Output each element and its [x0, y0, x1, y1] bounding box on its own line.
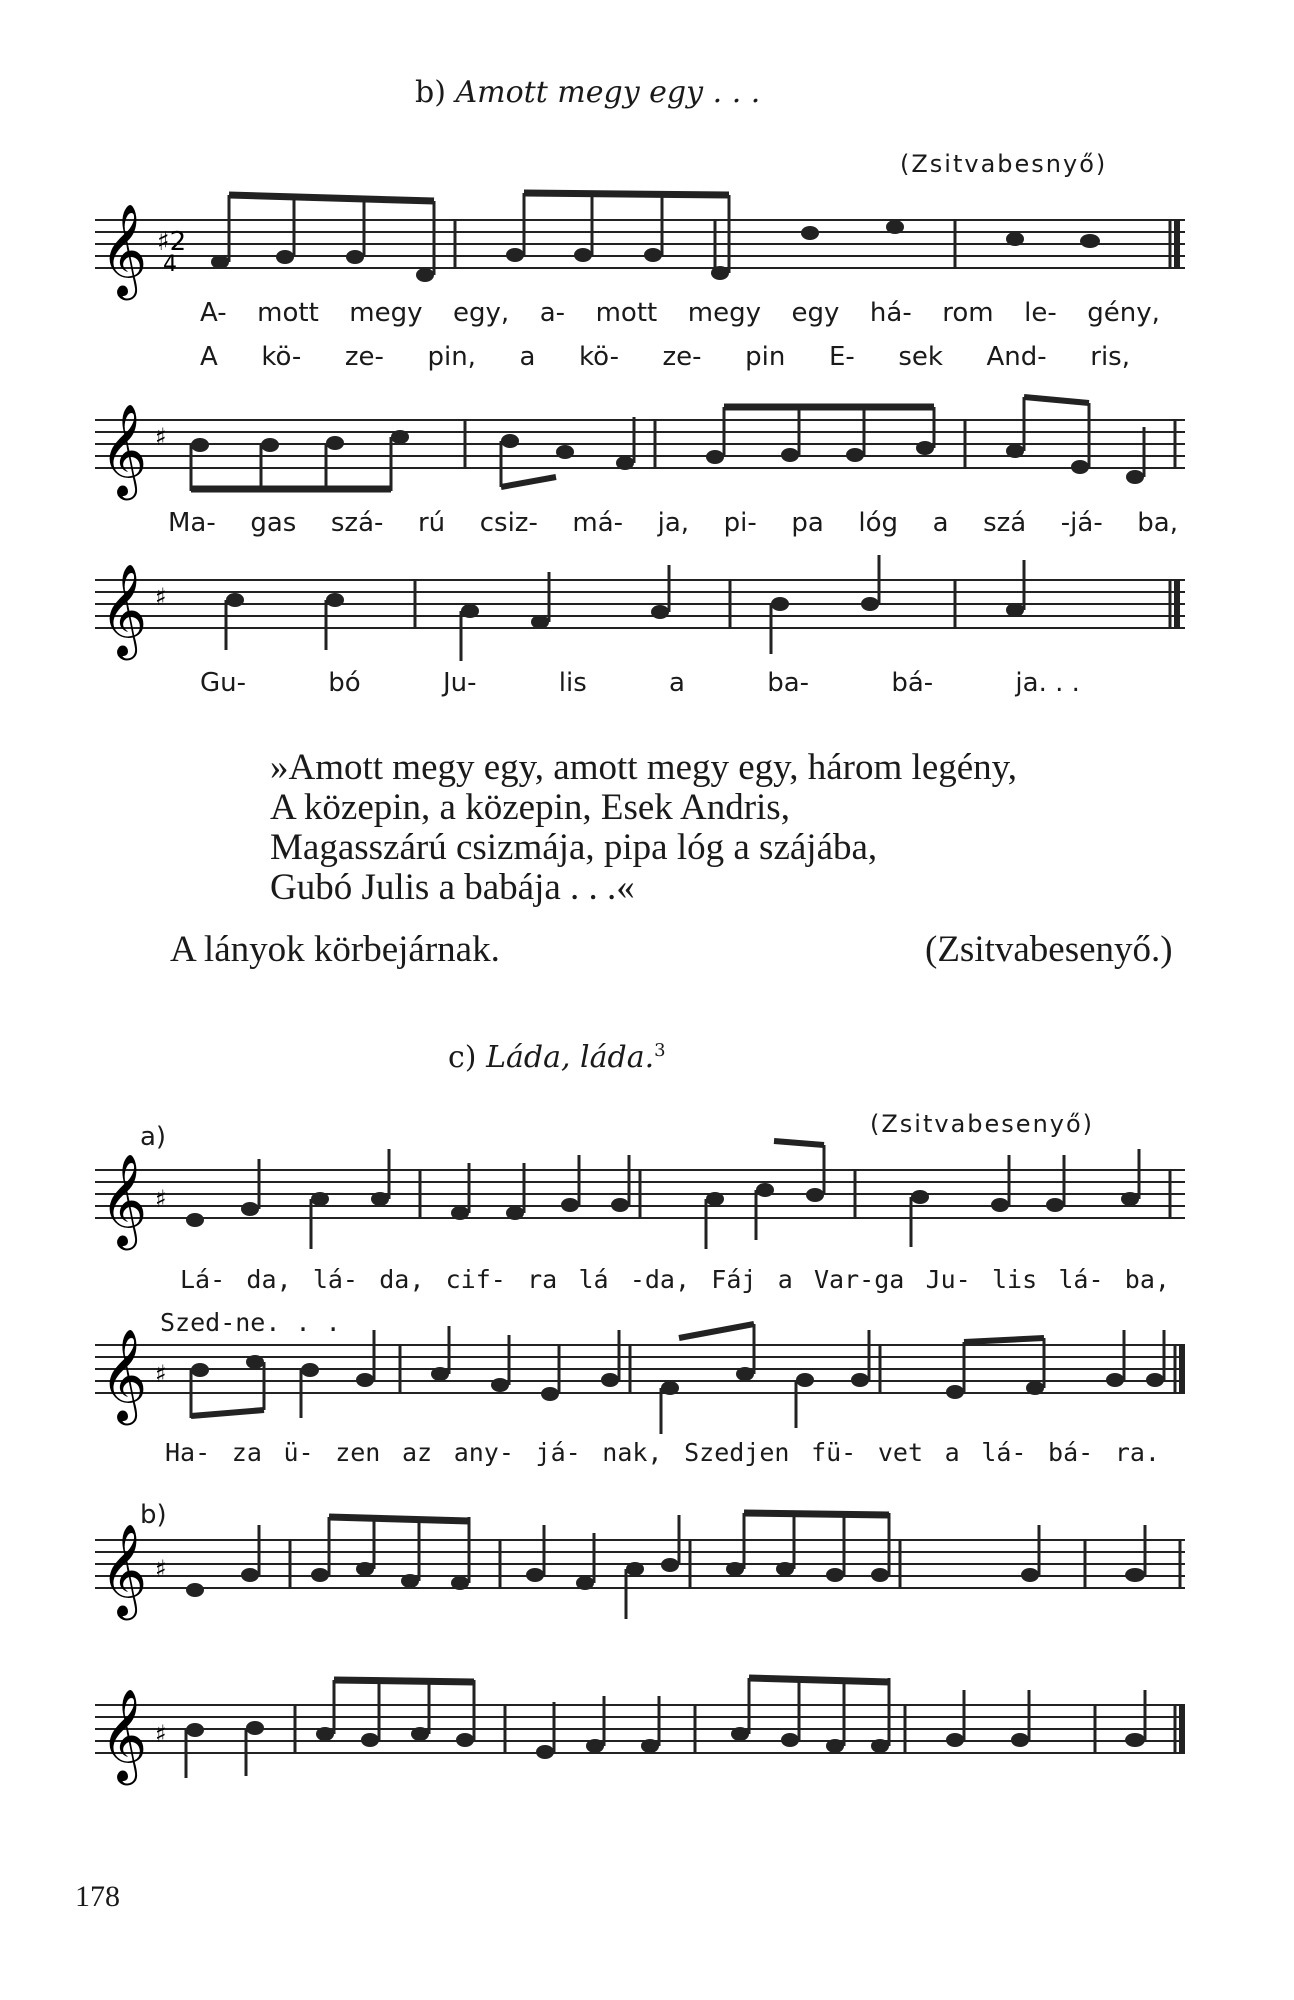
lyric-syllable: pin,	[427, 342, 476, 372]
lyric-syllable: a	[777, 1265, 793, 1294]
lyric-syllable: az	[401, 1438, 433, 1467]
lyric-syllable: bó	[328, 668, 361, 698]
lyric-syllable: lá	[578, 1265, 609, 1294]
lyric-syllable: Fáj	[711, 1265, 757, 1294]
lyrics-b-line2	[168, 508, 1178, 538]
lyric-syllable: Szedjen	[684, 1438, 790, 1467]
lyric-syllable: ja,	[657, 508, 690, 538]
lyric-syllable: szá-	[330, 508, 384, 538]
treble-clef-icon: 𝄞	[100, 1153, 148, 1246]
stage-note-source: (Zsitvabesenyő.)	[925, 929, 1173, 970]
section-c-source: (Zsitvabesenyő)	[870, 1110, 1095, 1138]
lyric-syllable: lá-	[312, 1265, 358, 1294]
lyric-syllable: zen	[335, 1438, 381, 1467]
lyric-syllable: Ju-	[442, 668, 477, 698]
treble-clef-icon: 𝄞	[100, 1688, 148, 1781]
lyric-syllable: ra	[527, 1265, 558, 1294]
lyric-syllable: And-	[986, 342, 1047, 372]
lyric-syllable: da,	[379, 1265, 425, 1294]
lyric-syllable: a	[944, 1438, 960, 1467]
music-staff-b2	[95, 405, 1185, 495]
section-c-title: Láda, láda.	[486, 1040, 655, 1075]
lyrics-c-line1	[180, 1265, 1170, 1294]
lyric-syllable: sek	[898, 342, 943, 372]
lyric-syllable: Ma-	[168, 508, 216, 538]
lyric-syllable: any-	[453, 1438, 514, 1467]
music-staff-c2	[95, 1330, 1185, 1420]
lyric-syllable: fü-	[811, 1438, 857, 1467]
lyric-syllable: rom	[942, 298, 994, 328]
lyric-syllable: rú	[417, 508, 446, 538]
lyric-syllable: da,	[246, 1265, 292, 1294]
lyrics-c-line1b: Szed-ne. . .	[160, 1308, 341, 1337]
lyric-syllable: ra.	[1114, 1438, 1160, 1467]
lyric-syllable: cif-	[445, 1265, 506, 1294]
note-heads	[211, 220, 1100, 282]
lyric-syllable: Ha-	[165, 1438, 211, 1467]
lyric-syllable: pi-	[723, 508, 757, 538]
lyric-syllable: vet	[877, 1438, 923, 1467]
lyric-syllable: szá	[983, 508, 1027, 538]
treble-clef-icon: 𝄞	[100, 203, 148, 296]
poem-line: »Amott megy egy, amott megy egy, három legény,	[270, 747, 1018, 788]
lyrics-b-line1a	[200, 298, 1160, 328]
time-signature: ♯2	[157, 227, 187, 257]
music-staff-c3	[95, 1525, 1185, 1615]
lyric-syllable: E-	[828, 342, 855, 372]
lyric-syllable: -da,	[629, 1265, 691, 1294]
lyric-syllable: csiz-	[479, 508, 538, 538]
lyric-syllable: ba-	[767, 668, 810, 698]
lyric-syllable: gény,	[1087, 298, 1160, 328]
lyric-syllable: lóg	[858, 508, 898, 538]
lyric-syllable: egy	[791, 298, 840, 328]
lyric-syllable: Lá-	[180, 1265, 226, 1294]
lyric-syllable: gas	[250, 508, 297, 538]
lyric-syllable: ba,	[1137, 508, 1178, 538]
lyric-syllable: Ju-	[925, 1265, 971, 1294]
lyrics-b-line1b	[200, 342, 1130, 372]
lyric-syllable: lá-	[1058, 1265, 1104, 1294]
music-staff-b1	[95, 205, 1185, 295]
music-staff-c1	[95, 1155, 1185, 1245]
lyric-syllable: má-	[572, 508, 624, 538]
section-b-source: (Zsitvabesnyő)	[900, 150, 1108, 178]
lyric-syllable: a	[519, 342, 536, 372]
lyric-syllable: kö-	[261, 342, 302, 372]
lyric-syllable: Gu-	[200, 668, 247, 698]
lyric-syllable: a	[932, 508, 949, 538]
footnote-mark: 3	[654, 1040, 666, 1061]
lyric-syllable: A-	[200, 298, 227, 328]
lyric-syllable: -já-	[1060, 508, 1103, 538]
section-b-title: Amott megy egy . . .	[455, 75, 761, 110]
lyric-syllable: ja. . .	[1015, 668, 1080, 698]
lyric-syllable: pin	[745, 342, 786, 372]
lyric-syllable: le-	[1024, 298, 1057, 328]
section-b-heading	[415, 75, 760, 110]
lyric-syllable: nak,	[602, 1438, 663, 1467]
poem-line: A közepin, a közepin, Esek Andris,	[270, 787, 790, 828]
music-staff-b3	[95, 565, 1185, 655]
stage-note: A lányok körbejárnak.	[170, 929, 500, 970]
lyric-syllable: lá-	[981, 1438, 1027, 1467]
key-sharp-icon: ♯	[155, 423, 167, 451]
svg-text:4: 4	[163, 252, 177, 277]
lyric-syllable: ze-	[344, 342, 384, 372]
section-c-label: c)	[448, 1040, 477, 1075]
lyric-syllable: za	[231, 1438, 262, 1467]
lyric-syllable: mott	[595, 298, 658, 328]
music-staff-c4	[95, 1690, 1185, 1780]
key-sharp-icon: ♯	[155, 1360, 167, 1388]
lyric-syllable: pa	[791, 508, 824, 538]
treble-clef-icon: 𝄞	[100, 403, 148, 496]
treble-clef-icon: 𝄞	[100, 1328, 148, 1421]
lyric-syllable: egy,	[453, 298, 510, 328]
lyric-syllable: megy	[687, 298, 761, 328]
lyrics-c-line2	[165, 1438, 1160, 1467]
treble-clef-icon: 𝄞	[100, 563, 148, 656]
sub-label-a: a)	[140, 1122, 167, 1152]
lyric-syllable: bá-	[891, 668, 934, 698]
poem-line: Gubó Julis a babája . . .«	[270, 867, 635, 908]
key-sharp-icon: ♯	[155, 583, 167, 611]
poem-line: Magasszárú csizmája, pipa lóg a szájába,	[270, 827, 878, 868]
lyric-syllable: lis	[991, 1265, 1038, 1294]
section-b-label: b)	[415, 75, 446, 110]
lyric-syllable: ze-	[662, 342, 702, 372]
lyric-syllable: ris,	[1090, 342, 1130, 372]
key-sharp-icon: ♯	[155, 1720, 167, 1748]
key-sharp-icon: ♯	[155, 1185, 167, 1213]
page-number: 178	[75, 1880, 120, 1913]
lyric-syllable: a	[669, 668, 685, 698]
lyric-syllable: ü-	[283, 1438, 314, 1467]
key-sharp-icon: ♯	[155, 1555, 167, 1583]
lyric-syllable: há-	[869, 298, 912, 328]
treble-clef-icon: 𝄞	[100, 1523, 148, 1616]
lyric-syllable: já-	[535, 1438, 581, 1467]
lyric-syllable: mott	[257, 298, 319, 328]
lyric-syllable: bá-	[1048, 1438, 1094, 1467]
lyric-syllable: kö-	[579, 342, 619, 372]
sub-label-b: b)	[140, 1500, 167, 1530]
lyric-syllable: a-	[539, 298, 566, 328]
poem-text	[270, 748, 1017, 908]
lyric-syllable: Var-ga	[814, 1265, 905, 1294]
lyric-syllable: A	[200, 342, 218, 372]
section-c-heading	[448, 1040, 666, 1075]
lyric-syllable: ba,	[1124, 1265, 1170, 1294]
lyrics-b-line3	[200, 668, 1080, 698]
lyric-syllable: lis	[558, 668, 587, 698]
lyric-syllable: megy	[349, 298, 423, 328]
staff-lines	[95, 220, 1185, 268]
